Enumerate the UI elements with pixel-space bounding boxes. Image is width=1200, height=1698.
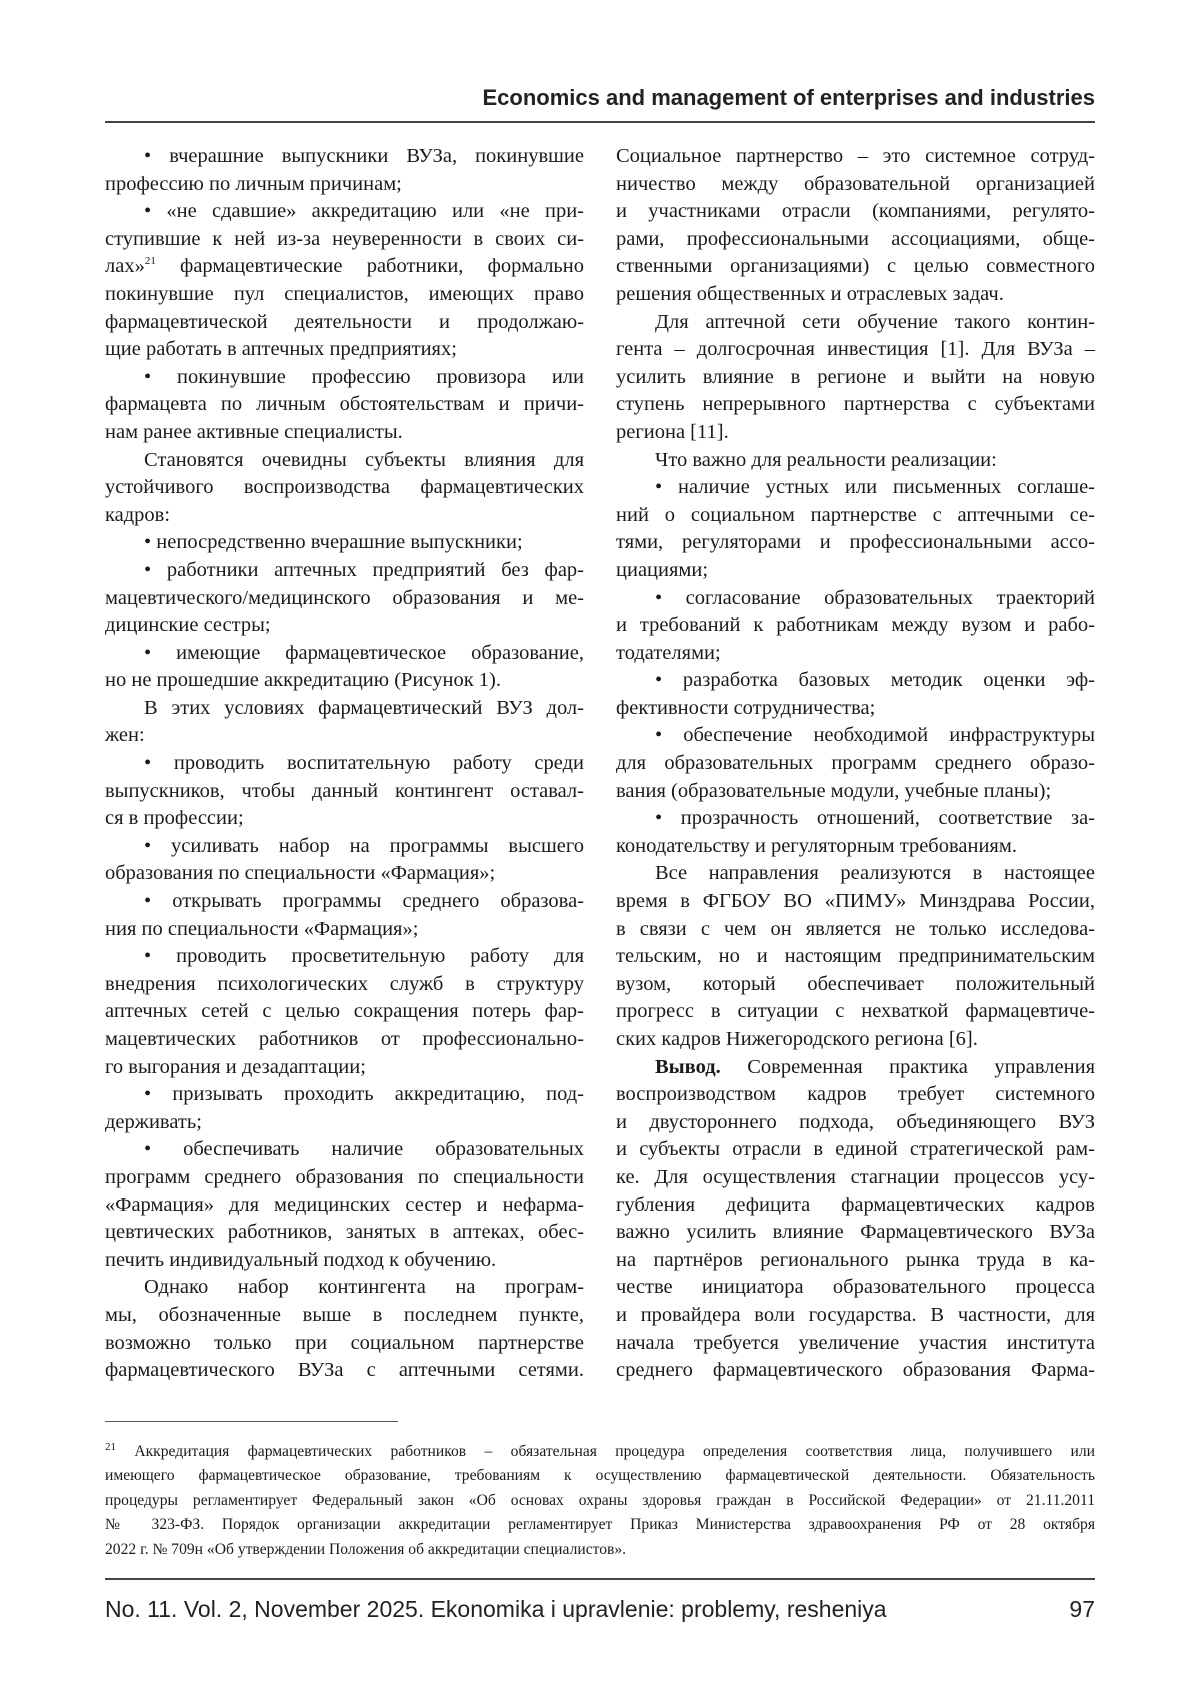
text-line: в связи с чем он является не только исследова-	[616, 916, 1095, 944]
text-line: возможно только при социальном партнерстве	[105, 1330, 584, 1358]
line-text: дицинские сестры;	[105, 612, 271, 640]
line-text: решения общественных и отраслевых задач.	[616, 281, 1004, 309]
text-line: • усиливать набор на программы высшего	[105, 833, 584, 861]
text-line: и участниками отрасли (компаниями, регулято-	[616, 198, 1095, 226]
text-line: • открывать программы среднего образова-	[105, 888, 584, 916]
line-text: Что важно для реальности реализации:	[655, 447, 997, 475]
text-line: • «не сдавшие» аккредитацию или «не при-	[105, 198, 584, 226]
text-line: мы, обозначенные выше в последнем пункте,	[105, 1302, 584, 1330]
line-text: фармацевтические работники, формально	[156, 255, 584, 277]
line-text: жен:	[105, 722, 145, 750]
line-text: печить индивидуальный подход к обучению.	[105, 1247, 496, 1275]
text-line: • работники аптечных предприятий без фар-	[105, 557, 584, 585]
text-line: мацевтических работников от профессионально-	[105, 1026, 584, 1054]
line-text: лах»	[105, 255, 145, 277]
text-line: ступившие к ней из-за неуверенности в своих си-	[105, 226, 584, 254]
text-line	[105, 253, 584, 281]
text-line: фармацевтического ВУЗа с аптечными сетями.	[105, 1357, 584, 1385]
line-text: тодателями;	[616, 640, 721, 668]
text-line: покинувшие пул специалистов, имеющих право	[105, 281, 584, 309]
page-footer	[105, 1594, 1095, 1624]
text-line: для образовательных программ среднего образо-	[616, 750, 1095, 778]
page-number: 97	[1069, 1594, 1095, 1624]
header-rule	[105, 121, 1095, 123]
conclusion-label: Вывод.	[655, 1056, 721, 1078]
text-line	[616, 419, 1095, 447]
text-line: фармацевтической деятельности и продолжаю-	[105, 309, 584, 337]
right-column	[616, 143, 1095, 1385]
text-line: мацевтического/медицинского образования и ме-	[105, 585, 584, 613]
text-line: ке. Для осуществления стагнации процессов усу-	[616, 1164, 1095, 1192]
text-line: Для аптечной сети обучение такого контин-	[616, 309, 1095, 337]
text-line: имеющего фармацевтическое образование, требованиям к осуществлению фармацевтической деятельности. Обязательность	[105, 1464, 1095, 1488]
text-line: • прозрачность отношений, соответствие за-	[616, 805, 1095, 833]
text-line: ступень непрерывного партнерства с субъектами	[616, 391, 1095, 419]
text-line: • проводить воспитательную работу среди	[105, 750, 584, 778]
text-line	[616, 833, 1095, 861]
text-line: • наличие устных или письменных соглаше-	[616, 474, 1095, 502]
line-text: Аккредитация фармацевтических работников – обязательная процедура определения соответствия лица, получившего или	[116, 1443, 1095, 1460]
text-line: • разработка базовых методик оценки эф-	[616, 667, 1095, 695]
line-text: конодательству и регуляторным требованиям.	[616, 833, 1017, 861]
line-text: 2022 г. № 709н «Об утверждении Положения об аккредитации специалистов».	[105, 1538, 626, 1562]
text-line: честве инициатора образовательного процесса	[616, 1274, 1095, 1302]
line-text: образования по специальности «Фармация»;	[105, 860, 495, 888]
text-line: ственными организациями) с целью совместного	[616, 253, 1095, 281]
text-line: среднего фармацевтического образования Фарма-	[616, 1357, 1095, 1385]
text-line	[105, 916, 584, 944]
text-line: и субъекты отрасли в единой стратегической рам-	[616, 1136, 1095, 1164]
text-line	[105, 419, 584, 447]
footnote-separator	[105, 1421, 398, 1422]
line-text: ся в профессии;	[105, 805, 244, 833]
text-line: выпускников, чтобы данный контингент оставал-	[105, 778, 584, 806]
running-header: Economics and management of enterprises and industries	[105, 84, 1095, 112]
text-line	[105, 860, 584, 888]
line-text: держивать;	[105, 1109, 202, 1137]
text-line: внедрения психологических служб в структуру	[105, 971, 584, 999]
text-line: устойчивого воспроизводства фармацевтических	[105, 474, 584, 502]
text-line	[105, 1440, 1095, 1464]
text-line	[105, 612, 584, 640]
text-line: Однако набор контингента на програм-	[105, 1274, 584, 1302]
text-line: фармацевта по личным обстоятельствам и причи-	[105, 391, 584, 419]
text-line: и провайдера воли государства. В частности, для	[616, 1302, 1095, 1330]
text-line	[105, 722, 584, 750]
text-line	[105, 502, 584, 530]
footnote	[105, 1440, 1095, 1562]
text-line	[616, 281, 1095, 309]
text-line: и требований к работникам между вузом и рабо-	[616, 612, 1095, 640]
text-line: важно усилить влияние Фармацевтического ВУЗа	[616, 1219, 1095, 1247]
text-line: начала требуется увеличение участия института	[616, 1330, 1095, 1358]
line-text: ских кадров Нижегородского региона [6].	[616, 1026, 978, 1054]
text-line	[616, 640, 1095, 668]
text-line: тельским, но и настоящим предпринимательским	[616, 943, 1095, 971]
text-line	[616, 1054, 1095, 1082]
text-line	[616, 695, 1095, 723]
text-line: прогресс в ситуации с нехваткой фармацевтиче-	[616, 998, 1095, 1026]
text-line: «Фармация» для медицинских сестер и нефарма-	[105, 1192, 584, 1220]
line-text: го выгорания и дезадаптации;	[105, 1054, 366, 1082]
text-line: № 323-ФЗ. Порядок организации аккредитации регламентирует Приказ Министерства здравоохранения РФ от 28 октября	[105, 1513, 1095, 1537]
text-line	[616, 557, 1095, 585]
text-line: цевтических работников, занятых в аптеках, обес-	[105, 1219, 584, 1247]
text-line	[105, 1109, 584, 1137]
text-line: воспроизводством кадров требует системного	[616, 1081, 1095, 1109]
text-line: время в ФГБОУ ВО «ПИМУ» Минздрава России,	[616, 888, 1095, 916]
line-text: профессию по личным причинам;	[105, 171, 402, 199]
text-line	[105, 667, 584, 695]
text-line: тями, регуляторами и профессиональными ассо-	[616, 529, 1095, 557]
text-line	[105, 171, 584, 199]
line-text: региона [11].	[616, 419, 729, 447]
text-line: на партнёров регионального рынка труда в ка-	[616, 1247, 1095, 1275]
left-column	[105, 143, 584, 1385]
text-line: и двустороннего подхода, объединяющего ВУЗ	[616, 1109, 1095, 1137]
line-text: фективности сотрудничества;	[616, 695, 875, 723]
text-line: вузом, который обеспечивает положительный	[616, 971, 1095, 999]
text-line: процедуры регламентирует Федеральный закон «Об основах охраны здоровья граждан в Российской Федерации» от 21.11.2011	[105, 1489, 1095, 1513]
text-line	[105, 1054, 584, 1082]
text-line: усилить влияние в регионе и выйти на новую	[616, 364, 1095, 392]
footer-rule	[105, 1578, 1095, 1580]
text-line: В этих условиях фармацевтический ВУЗ дол-	[105, 695, 584, 723]
text-line	[616, 1026, 1095, 1054]
line-text: Современная практика управления	[721, 1056, 1095, 1078]
text-line: ний о социальном партнерстве с аптечными се-	[616, 502, 1095, 530]
footnote-marker[interactable]: 21	[145, 256, 156, 268]
journal-citation: No. 11. Vol. 2, November 2025. Ekonomika i upravlenie: problemy, resheniya	[105, 1596, 887, 1622]
text-line: ничество между образовательной организацией	[616, 171, 1095, 199]
text-line: рами, профессиональными ассоциациями, обще-	[616, 226, 1095, 254]
text-line: • покинувшие профессию провизора или	[105, 364, 584, 392]
line-text: вания (образовательные модули, учебные планы);	[616, 778, 1051, 806]
text-line: • обеспечение необходимой инфраструктуры	[616, 722, 1095, 750]
text-line: аптечных сетей с целью сокращения потерь фар-	[105, 998, 584, 1026]
line-text: но не прошедшие аккредитацию (Рисунок 1).	[105, 667, 501, 695]
text-line: • имеющие фармацевтическое образование,	[105, 640, 584, 668]
text-line	[616, 778, 1095, 806]
text-line: Все направления реализуются в настоящее	[616, 860, 1095, 888]
line-text: кадров:	[105, 502, 170, 530]
text-line: • призывать проходить аккредитацию, под-	[105, 1081, 584, 1109]
text-line	[616, 447, 1095, 475]
line-text: • непосредственно вчерашние выпускники;	[144, 529, 523, 557]
text-line	[105, 1538, 1095, 1562]
text-line	[105, 336, 584, 364]
line-text: нам ранее активные специалисты.	[105, 419, 403, 447]
text-line	[105, 1247, 584, 1275]
line-text: щие работать в аптечных предприятиях;	[105, 336, 457, 364]
text-line: • обеспечивать наличие образовательных	[105, 1136, 584, 1164]
text-line: • проводить просветительную работу для	[105, 943, 584, 971]
text-line: программ среднего образования по специальности	[105, 1164, 584, 1192]
text-line	[105, 805, 584, 833]
text-line	[105, 529, 584, 557]
footnote-marker[interactable]: 21	[105, 1441, 116, 1453]
text-line: гента – долгосрочная инвестиция [1]. Для ВУЗа –	[616, 336, 1095, 364]
text-line: Социальное партнерство – это системное сотруд-	[616, 143, 1095, 171]
line-text: ния по специальности «Фармация»;	[105, 916, 418, 944]
line-text: циациями;	[616, 557, 708, 585]
text-line: губления дефицита фармацевтических кадров	[616, 1192, 1095, 1220]
text-line: Становятся очевидны субъекты влияния для	[105, 447, 584, 475]
text-line: • вчерашние выпускники ВУЗа, покинувшие	[105, 143, 584, 171]
text-line: • согласование образовательных траекторий	[616, 585, 1095, 613]
